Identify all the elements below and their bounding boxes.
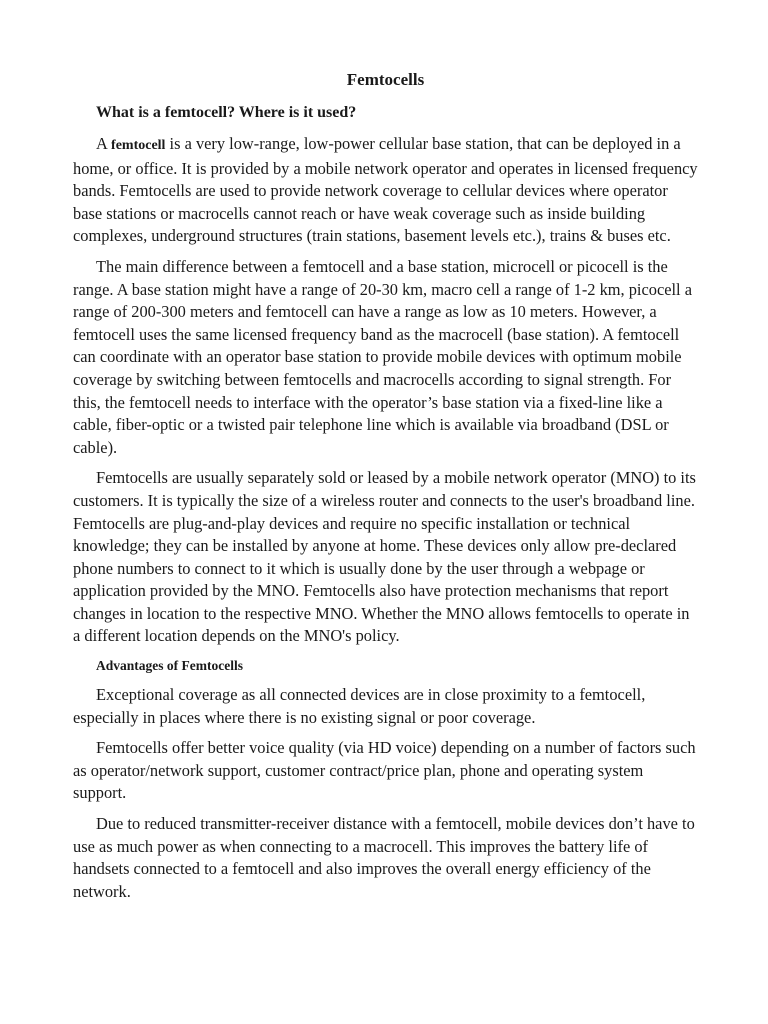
paragraph-advantage-coverage: Exceptional coverage as all connected devices are in close proximity to a femtocell, especially in places where there is no existing signal or poor coverage. <box>73 685 646 727</box>
document-body <box>73 68 698 911</box>
paragraph-intro <box>73 133 698 248</box>
paragraph-advantage-voice-quality: Femtocells offer better voice quality (via HD voice) depending on a number of factors such as operator/network support, customer contract/price plan, phone and operating system support. <box>73 738 696 803</box>
section-heading-advantages: Advantages of Femtocells <box>96 658 243 674</box>
intro-term-femtocell: femtocell <box>111 138 166 153</box>
paragraph-range-difference: The main difference between a femtocell and a base station, microcell or picocell is the range. A base station might have a range of 20-30 km, macro cell a range of 1-2 km, picocell a range of 200-300 meters and femtocell can have a range as low as 10 meters. However, a femtocell uses the same licensed frequency band as the macrocell (base station). A femtocell can coordinate with an operator base station to provide mobile devices with optimum mobile coverage by switching between femtocells and macrocells according to signal strength. For this, the femtocell needs to interface with the operator’s base station via a fixed-line like a cable, fiber-optic or a twisted pair telephone line which is available via broadband (DSL or cable). <box>73 256 692 457</box>
paragraph-advantage-battery-life: Due to reduced transmitter-receiver distance with a femtocell, mobile devices don’t have to use as much power as when connecting to a macrocell. This improves the battery life of handsets connected to a femtocell and also improves the overall energy efficiency of the network. <box>73 814 695 901</box>
intro-rest: is a very low-range, low-power cellular base station, that can be deployed in a home, or office. It is provided by a mobile network operator and operates in licensed frequency bands. Femtocells are used to provide network coverage to cellular devices where operator base stations or macrocells cannot reach or have weak coverage such as inside building complexes, underground structures (train stations, basement levels etc.), trains & buses etc. <box>73 134 698 246</box>
section-heading-what-is: What is a femtocell? Where is it used? <box>96 104 357 121</box>
paragraph-sale-and-installation: Femtocells are usually separately sold or leased by a mobile network operator (MNO) to its customers. It is typically the size of a wireless router and connects to the user's broadband line. Femtocells are plug-and-play devices and require no specific installation or technical knowledge; they can be installed by anyone at home. These devices only allow pre-declared phone numbers to connect to it which is usually done by the user through a webpage or application provided by the MNO. Femtocells also have protection mechanisms that report changes in location to the respective MNO. Whether the MNO allows femtocells to operate in a different location depends on the MNO's policy. <box>73 468 696 646</box>
intro-prefix: A <box>96 134 112 153</box>
page-title: Femtocells <box>346 70 425 89</box>
